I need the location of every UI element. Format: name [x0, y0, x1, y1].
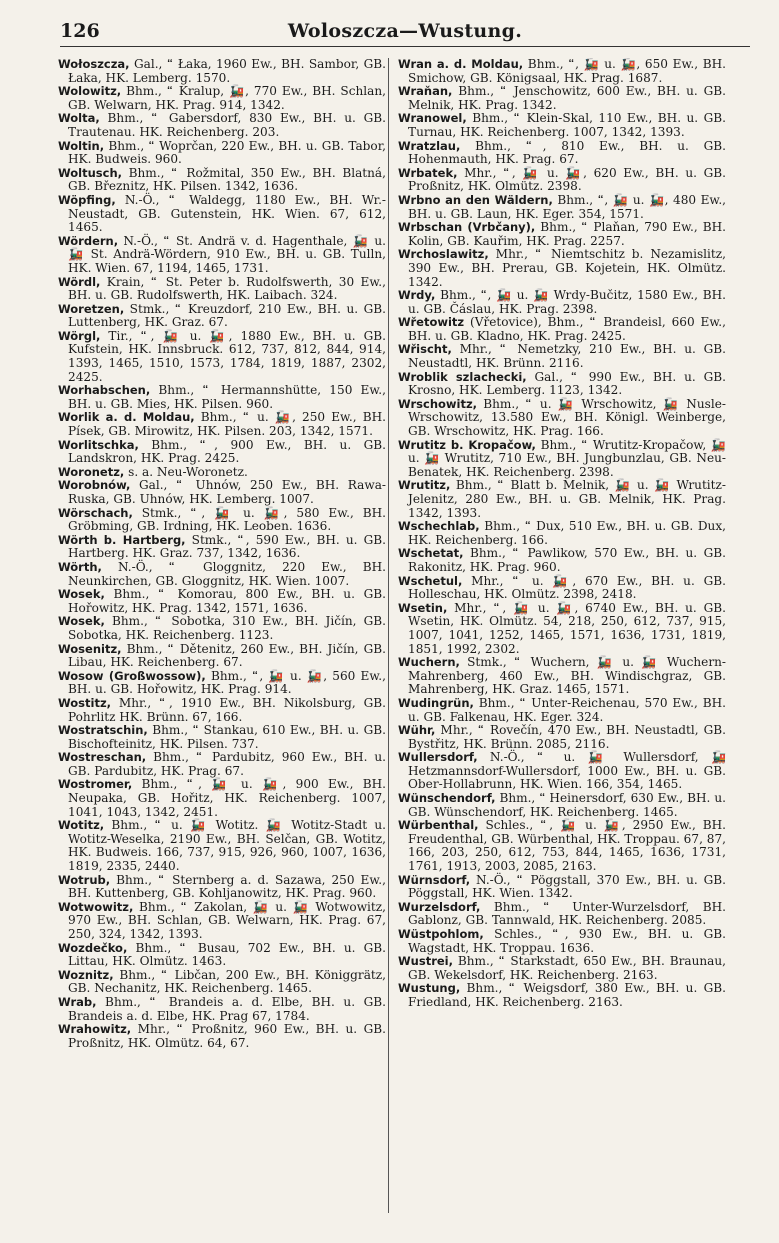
left-column [58, 58, 386, 1228]
entry-text: Mhr., 🙶 Nemetzky, 210 Ew., BH. u. GB. Neustadtl, HK. Brünn. 2116. [408, 342, 726, 371]
gazetteer-entry [58, 778, 386, 819]
running-head: Woloszcza—Wustung. [287, 20, 523, 42]
gazetteer-entry [398, 289, 726, 316]
entry-headword: Wřetowitz [398, 315, 465, 330]
column-divider [388, 58, 389, 1213]
entry-headword: Worhabschen, [58, 383, 151, 398]
entry-text: Bhm., 🙶 Weigsdorf, 380 Ew., BH. u. GB. Friedland, HK. Reichenberg. 2163. [408, 981, 726, 1009]
gazetteer-entry [398, 371, 726, 398]
gazetteer-entry [58, 439, 386, 466]
page-header [60, 18, 750, 47]
gazetteer-entry [58, 819, 386, 873]
entry-text: Mhr., 🙶, 🚂 u. 🚂, 6740 Ew., BH. u. GB. Wsetin, HK. Olmütz. 54, 218, 250, 612, 737, 915, 1007, 1041, 1252, 1465, 1571, 1636, 1731, 1819, 1851, 1992, 2302. [408, 600, 726, 656]
entry-text: Bhm., 🙶 Sternberg a. d. Sazawa, 250 Ew., BH. Kuttenberg, GB. Kohljanowitz, HK. Prag. 960. [68, 872, 386, 901]
entry-text: Gal., 🙶 Łaka, 1960 Ew., BH. Sambor, GB. Łaka, HK. Lemberg. 1570. [68, 58, 386, 85]
entry-headword: Wosow (Großwossow), [58, 668, 206, 683]
entry-text: Stmk., 🙶, 590 Ew., BH. u. GB. Hartberg. HK. Graz. 737, 1342, 1636. [68, 532, 386, 561]
entry-text: Bhm., 🙶 Stankau, 610 Ew., BH. u. GB. Bischofteinitz, HK. Pilsen. 737. [68, 723, 386, 751]
gazetteer-entry [58, 466, 386, 480]
entry-headword: Wraňan, [398, 84, 453, 99]
entry-text: Bhm., 🙶 Unter-Reichenau, 570 Ew., BH. u. GB. Falkenau, HK. Eger. 324. [408, 695, 726, 724]
entry-text: Bhm., 🙶 Woprčan, 220 Ew., BH. u. GB. Tabor, HK. Budweis. 960. [68, 138, 386, 167]
entry-headword: Wühr, [398, 723, 436, 738]
gazetteer-entry [398, 724, 726, 751]
gazetteer-entry [398, 928, 726, 955]
entry-headword: Wrutitz, [398, 478, 451, 493]
entry-headword: Wörth, [58, 559, 102, 574]
gazetteer-entry [58, 140, 386, 167]
entry-text: Schles., 🙶, 🚂 u. 🚂, 2950 Ew., BH. Freudenthal, GB. Würbenthal, HK. Troppau. 67, 87, 166, 203, 250, 612, 753, 844, 1465, 1636, 1731, 1761, 1913, 2003, 2085, 2163. [408, 818, 726, 874]
entry-headword: Woznitz, [58, 967, 114, 982]
entry-headword: Wüstpohlom, [398, 927, 484, 941]
gazetteer-entry [398, 575, 726, 602]
entry-text: Mhr., 🙶 Rovečín, 470 Ew., BH. Neustadtl, GB. Bystřitz, HK. Brünn. 2085, 2116. [408, 723, 726, 751]
entry-text: Bhm., 🙶 Starkstadt, 650 Ew., BH. Braunau, GB. Wekelsdorf, HK. Reichenberg. 2163. [408, 954, 726, 982]
entry-text: Bhm., 🙶 Pardubitz, 960 Ew., BH. u. GB. Pardubitz, HK. Prag. 67. [68, 750, 386, 778]
entry-headword: Wozdečko, [58, 940, 128, 955]
gazetteer-entry [58, 235, 386, 276]
gazetteer-entry [58, 167, 386, 194]
entry-text: Stmk., 🙶 Kreuzdorf, 210 Ew., BH. u. GB. Luttenberg, HK. Graz. 67. [68, 301, 386, 330]
entry-headword: Wschetul, [398, 573, 463, 588]
gazetteer-entry [58, 942, 386, 969]
entry-headword: Woltin, [58, 138, 105, 153]
entry-text: Bhm., 🙶 Hermannshütte, 150 Ew., BH. u. GB. Mies, HK. Pilsen. 960. [68, 383, 386, 411]
gazetteer-entry [58, 697, 386, 724]
entry-headword: Wostratschin, [58, 723, 148, 738]
entry-text: (Vřetovice), Bhm., 🙶 Brandeisl, 660 Ew., BH. u. GB. Kladno, HK. Prag. 2425. [408, 315, 726, 343]
entry-headword: Wünschendorf, [398, 791, 496, 806]
entry-headword: Wschetat, [398, 546, 464, 561]
gazetteer-entry [58, 194, 386, 235]
gazetteer-entry [398, 85, 726, 112]
entry-text: s. a. Neu-Woronetz. [124, 464, 248, 479]
entry-text: Bhm., 🙶 Pawlikow, 570 Ew., BH. u. GB. Rakonitz, HK. Prag. 960. [408, 546, 726, 574]
entry-text: Bhm., 🙶 Dětenitz, 260 Ew., BH. Jičín, GB. Libau, HK. Reichenberg. 67. [68, 641, 386, 670]
entry-headword: Wörth b. Hartberg, [58, 532, 186, 547]
entry-headword: Worlitschka, [58, 437, 139, 452]
entry-headword: Wrbschan (Vrbčany), [398, 220, 536, 235]
entry-headword: Wran a. d. Moldau, [398, 58, 524, 71]
entry-headword: Wroblik szlachecki, [398, 369, 527, 384]
entry-text: Bhm., 🙶 Sobotka, 310 Ew., BH. Jičín, GB. Sobotka, HK. Reichenberg. 1123. [68, 614, 386, 642]
gazetteer-entry [58, 303, 386, 330]
gazetteer-entry [398, 697, 726, 724]
entry-text: Bhm., 🙶 Klein-Skal, 110 Ew., BH. u. GB. Turnau, HK. Reichenberg. 1007, 1342, 1393. [408, 111, 726, 139]
gazetteer-entry [398, 792, 726, 819]
gazetteer-entry [398, 140, 726, 167]
gazetteer-entry [58, 643, 386, 670]
gazetteer-entry [398, 982, 726, 1009]
gazetteer-entry [58, 384, 386, 411]
entry-headword: Wolta, [58, 111, 100, 126]
entry-text: N.-Ö., 🙶 u. 🚂 Wullersdorf, 🚂 Hetzmannsdorf-Wullersdorf, 1000 Ew., BH. u. GB. Ober-Hollabrunn, HK. Wien. 166, 354, 1465. [408, 750, 726, 792]
entry-headword: Wolowitz, [58, 84, 122, 99]
entry-headword: Wurzelsdorf, [398, 899, 481, 914]
entry-headword: Wosek, [58, 587, 105, 602]
entry-text: Bhm., 🙶, 🚂 u. 🚂, 480 Ew., BH. u. GB. Laun, HK. Eger. 354, 1571. [408, 192, 726, 221]
entry-text: N.-Ö., 🙶 St. Andrä v. d. Hagenthale, 🚂 u. 🚂 St. Andrä-Wördern, 910 Ew., BH. u. GB. Tulln, HK. Wien. 67, 1194, 1465, 1731. [68, 233, 386, 275]
gazetteer-entry [58, 996, 386, 1023]
entry-text: Bhm., 🙶 Brandeis a. d. Elbe, BH. u. GB. Brandeis a. d. Elbe, HK. Prag 67, 1784. [68, 994, 386, 1023]
gazetteer-entry [58, 85, 386, 112]
entry-headword: Worobnów, [58, 478, 131, 493]
entry-text: Stmk., 🙶 Wuchern, 🚂 u. 🚂 Wuchern-Mahrenberg, 460 Ew., BH. Windischgraz, GB. Mahrenberg, HK. Graz. 1465, 1571. [408, 655, 726, 697]
entry-text: Mhr., 🙶, 🚂 u. 🚂, 620 Ew., BH. u. GB. Proßnitz, HK. Olmütz. 2398. [408, 165, 726, 194]
entry-text: Bhm., 🙶, 🚂 u. 🚂, 560 Ew., BH. u. GB. Hořowitz, HK. Prag. 914. [68, 668, 386, 697]
entry-headword: Wrbatek, [398, 165, 458, 180]
gazetteer-entry [58, 112, 386, 139]
entry-headword: Wörschach, [58, 505, 133, 520]
entry-text: Bhm., 🙶 Plaňan, 790 Ew., BH. Kolin, GB. Kauřim, HK. Prag. 2257. [408, 220, 726, 248]
entry-text: Bhm., 🙶, 🚂 u. 🚂, 650 Ew., BH. Smichow, GB. Königsaal, HK. Prag. 1687. [408, 58, 726, 85]
entry-headword: Wratzlau, [398, 138, 461, 153]
entry-headword: Wrdy, [398, 288, 436, 303]
entry-headword: Würbenthal, [398, 818, 479, 833]
gazetteer-entry [58, 751, 386, 778]
entry-headword: Wrbno an den Wäldern, [398, 192, 553, 207]
entry-headword: Würnsdorf, [398, 872, 471, 887]
gazetteer-entry [398, 547, 726, 574]
entry-text: Bhm., 🙶 Dux, 510 Ew., BH. u. GB. Dux, HK. Reichenberg. 166. [408, 519, 726, 547]
gazetteer-entry [398, 602, 726, 656]
entry-text: Bhm., 🙶 Gabersdorf, 830 Ew., BH. u. GB. Trautenau. HK. Reichenberg. 203. [68, 111, 386, 139]
gazetteer-entry [58, 615, 386, 642]
gazetteer-entry [58, 901, 386, 942]
right-column [398, 58, 726, 1228]
entry-headword: Wrab, [58, 994, 97, 1009]
entry-headword: Woronetz, [58, 464, 125, 479]
entry-text: Bhm., 🙶, 900 Ew., BH. u. GB. Landskron, HK. Prag. 2425. [68, 437, 386, 466]
gazetteer-entry [398, 194, 726, 221]
gazetteer-entry [398, 343, 726, 370]
entry-text: Bhm., 🙶 Rožmital, 350 Ew., BH. Blatná, GB. Březnitz, HK. Pilsen. 1342, 1636. [68, 165, 386, 194]
entry-text: Schles., 🙶, 930 Ew., BH. u. GB. Wagstadt, HK. Troppau. 1636. [408, 927, 726, 955]
entry-headword: Wustung, [398, 981, 461, 996]
entry-headword: Woltusch, [58, 165, 123, 180]
entry-headword: Wöpfing, [58, 192, 116, 207]
entry-text: Bhm., 🙶 Busau, 702 Ew., BH. u. GB. Littau, HK. Olmütz. 1463. [68, 940, 386, 969]
entry-headword: Wsetin, [398, 600, 448, 615]
gazetteer-entry [398, 955, 726, 982]
entry-text: Bhm., 🙶 Jenschowitz, 600 Ew., BH. u. GB. Melnik, HK. Prag. 1342. [408, 84, 726, 112]
entry-text: Bhm., 🙶, 810 Ew., BH. u. GB. Hohenmauth, HK. Prag. 67. [408, 138, 726, 167]
entry-text: Bhm., 🙶 Wrutitz-Kropačow, 🚂 u. 🚂 Wrutitz, 710 Ew., BH. Jungbunzlau, GB. Neu-Benatek, HK. Reichenberg. 2398. [408, 437, 726, 479]
gazetteer-entry [398, 819, 726, 873]
entry-headword: Woretzen, [58, 301, 125, 316]
entry-text: Bhm., 🙶 u. 🚂 Wrschowitz, 🚂 Nusle-Wrschowitz, 13.580 Ew., BH. Königl. Weinberge, GB. Wrschowitz, HK. Prag. 166. [408, 396, 726, 439]
entry-text: N.-Ö., 🙶 Waldegg, 1180 Ew., BH. Wr.-Neustadt, GB. Gutenstein, HK. Wien. 67, 612, 1465. [68, 192, 386, 235]
entry-text: Bhm., 🙶 u. 🚂, 250 Ew., BH. Písek, GB. Mirowitz, HK. Pilsen. 203, 1342, 1571. [68, 410, 386, 439]
gazetteer-entry [398, 520, 726, 547]
entry-headword: Wrahowitz, [58, 1022, 132, 1037]
gazetteer-entry [398, 479, 726, 520]
entry-text: Mhr., 🙶 Niemtschitz b. Nezamislitz, 390 Ew., BH. Prerau, GB. Kojetein, HK. Olmütz. 1342. [408, 247, 726, 289]
entry-headword: Wullersdorf, [398, 750, 478, 765]
gazetteer-entry [58, 588, 386, 615]
entry-headword: Wostitz, [58, 695, 112, 710]
entry-text: Bhm., 🙶 Blatt b. Melnik, 🚂 u. 🚂 Wrutitz-Jelenitz, 280 Ew., BH. u. GB. Melnik, HK. Prag. 1342, 1393. [408, 478, 726, 520]
entry-text: Tir., 🙶, 🚂 u. 🚂, 1880 Ew., BH. u. GB. Kufstein, HK. Innsbruck. 612, 737, 812, 844, 914, 1393, 1465, 1510, 1573, 1784, 1819, 1887, 2302, 2425. [68, 328, 386, 384]
entry-text: Mhr., 🙶 Proßnitz, 960 Ew., BH. u. GB. Proßnitz, HK. Olmütz. 64, 67. [68, 1022, 386, 1050]
entry-text: Gal., 🙶 990 Ew., BH. u. GB. Krosno, HK. Lemberg. 1123, 1342. [408, 369, 726, 398]
gazetteer-entry [398, 316, 726, 343]
entry-text: Bhm., 🙶 Komorau, 800 Ew., BH. u. GB. Hořowitz, HK. Prag. 1342, 1571, 1636. [68, 587, 386, 615]
page-number: 126 [60, 20, 100, 42]
gazetteer-entry [58, 724, 386, 751]
gazetteer-entry [398, 874, 726, 901]
entry-text: Bhm., 🙶 Libčan, 200 Ew., BH. Königgrätz, GB. Nechanitz, HK. Reichenberg. 1465. [68, 967, 386, 996]
gazetteer-entry [398, 751, 726, 792]
entry-headword: Wostreschan, [58, 750, 147, 765]
gazetteer-entry [398, 248, 726, 289]
entry-headword: Worlik a. d. Moldau, [58, 410, 195, 425]
entry-headword: Wotrub, [58, 872, 111, 887]
entry-headword: Wostromer, [58, 777, 133, 792]
entry-headword: Wrchoslawitz, [398, 247, 489, 262]
entry-text: Bhm., 🙶 Zakolan, 🚂 u. 🚂 Wotwowitz, 970 Ew., BH. Schlan, GB. Welwarn, HK. Prag. 67, 250, 324, 1342, 1393. [68, 899, 386, 941]
entry-text: Bhm., 🙶 u. 🚂 Wotitz. 🚂 Wotitz-Stadt u. Wotitz-Weselka, 2190 Ew., BH. Selčan, GB. Wotitz, HK. Budweis. 166, 737, 915, 926, 960, 1007, 1636, 1819, 2335, 2440. [68, 818, 386, 874]
gazetteer-entry [58, 479, 386, 506]
entry-headword: Wotitz, [58, 818, 105, 833]
gazetteer-entry [398, 167, 726, 194]
entry-text: Bhm., 🙶, 🚂 u. 🚂, 900 Ew., BH. Neupaka, GB. Hořitz, HK. Reichenberg. 1007, 1041, 1043, 1342, 2451. [68, 777, 386, 819]
entry-text: N.-Ö., 🙶 Gloggnitz, 220 Ew., BH. Neunkirchen, GB. Gloggnitz, HK. Wien. 1007. [68, 559, 386, 588]
entry-headword: Wotwowitz, [58, 899, 134, 914]
gazetteer-entry [398, 439, 726, 480]
gazetteer-entry [58, 969, 386, 996]
entry-headword: Wrschowitz, [398, 396, 478, 411]
entry-text: Bhm., 🙶 Kralup, 🚂, 770 Ew., BH. Schlan, GB. Welwarn, HK. Prag. 914, 1342. [68, 84, 386, 112]
entry-text: Stmk., 🙶, 🚂 u. 🚂, 580 Ew., BH. Gröbming, GB. Irdning, HK. Leoben. 1636. [68, 505, 386, 534]
entry-text: Bhm., 🙶 Heinersdorf, 630 Ew., BH. u. GB. Wünschendorf, HK. Reichenberg. 1465. [408, 791, 726, 819]
entry-text: Krain, 🙶 St. Peter b. Rudolfswerth, 30 Ew., BH. u. GB. Rudolfswerth, HK. Laibach. 324. [68, 274, 386, 303]
gazetteer-entry [58, 561, 386, 588]
gazetteer-entry [58, 1023, 386, 1050]
entry-text: Gal., 🙶 Uhnów, 250 Ew., BH. Rawa-Ruska, GB. Uhnów, HK. Lemberg. 1007. [68, 478, 386, 506]
gazetteer-entry [398, 398, 726, 439]
entry-headword: Wosenitz, [58, 641, 122, 656]
entry-headword: Wosek, [58, 614, 105, 629]
entry-text: Mhr., 🙶, 1910 Ew., BH. Nikolsburg, GB. Pohrlitz HK. Brünn. 67, 166. [68, 695, 386, 724]
gazetteer-entry [58, 874, 386, 901]
gazetteer-entry [58, 58, 386, 85]
gazetteer-entry [58, 507, 386, 534]
gazetteer-entry [58, 411, 386, 438]
entry-headword: Wuchern, [398, 655, 460, 670]
entry-headword: Wrutitz b. Kropačow, [398, 437, 536, 452]
gazetteer-entry [398, 112, 726, 139]
gazetteer-entry [398, 58, 726, 85]
entry-text: N.-Ö., 🙶 Pöggstall, 370 Ew., BH. u. GB. Pöggstall, HK. Wien. 1342. [408, 872, 726, 901]
entry-headword: Wudingrün, [398, 695, 474, 710]
gazetteer-entry [58, 534, 386, 561]
entry-headword: Wördern, [58, 233, 119, 248]
gazetteer-entry [398, 221, 726, 248]
entry-headword: Wustrei, [398, 954, 453, 969]
entry-text: Mhr., 🙶 u. 🚂, 670 Ew., BH. u. GB. Holleschau, HK. Olmütz. 2398, 2418. [408, 573, 726, 602]
gazetteer-entry [58, 276, 386, 303]
entry-headword: Wřischt, [398, 342, 452, 357]
gazetteer-entry [58, 330, 386, 384]
entry-headword: Wörgl, [58, 328, 101, 343]
gazetteer-entry [58, 670, 386, 697]
gazetteer-entry [398, 901, 726, 928]
entry-headword: Wranowel, [398, 111, 467, 126]
entry-headword: Wördl, [58, 274, 101, 289]
entry-text: Bhm., 🙶, 🚂 u. 🚂 Wrdy-Bučitz, 1580 Ew., BH. u. GB. Čáslau, HK. Prag. 2398. [408, 288, 726, 316]
entry-text: Bhm., 🙶 Unter-Wurzelsdorf, BH. Gablonz, GB. Tannwald, HK. Reichenberg. 2085. [408, 899, 726, 928]
gazetteer-entry [398, 656, 726, 697]
entry-headword: Wschechlab, [398, 519, 480, 534]
entry-headword: Wołoszcza, [58, 58, 130, 71]
